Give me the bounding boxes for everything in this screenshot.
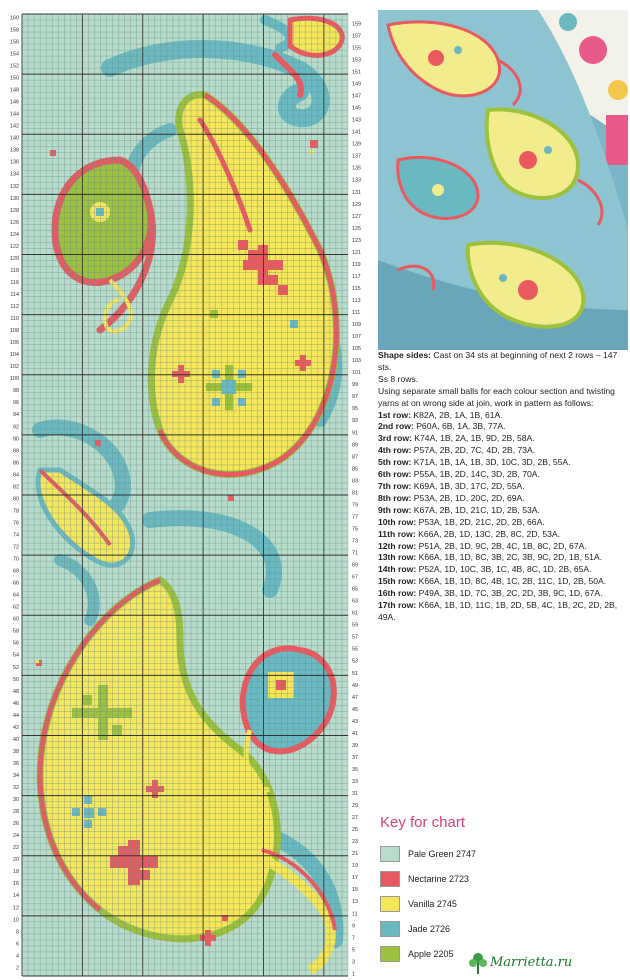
left-row-number: 72 [13, 544, 19, 551]
chart-gridlines [22, 14, 348, 976]
left-row-number: 118 [10, 267, 19, 274]
right-row-number: 37 [352, 754, 358, 761]
row-instruction [378, 433, 628, 445]
left-row-number: 98 [13, 388, 19, 395]
shape-sides-label: Shape sides: [378, 350, 432, 360]
left-row-number: 38 [13, 748, 19, 755]
right-row-number: 9 [352, 923, 355, 930]
intro-text: Using separate small balls for each colour section and twisting yarns at on wrong side at join, work in pattern as follows: [378, 385, 615, 408]
right-row-number: 13 [352, 899, 358, 906]
row-instruction [378, 588, 628, 600]
row-instruction-label: 14th row: [378, 564, 417, 575]
key-label: Jade 2726 [408, 924, 451, 934]
right-row-number: 35 [352, 766, 358, 773]
right-row-number: 123 [352, 237, 361, 244]
left-row-number: 134 [10, 171, 19, 178]
left-row-number: 44 [13, 712, 19, 719]
right-row-number: 133 [352, 177, 361, 184]
row-instruction-text: P57A, 2B, 2D, 7C, 4D, 2B, 73A. [411, 445, 536, 456]
right-row-number: 63 [352, 598, 358, 605]
left-row-number: 54 [13, 652, 19, 659]
right-row-number: 127 [352, 213, 361, 220]
left-row-number: 152 [10, 63, 19, 70]
left-row-number: 122 [10, 243, 19, 250]
right-row-number: 49 [352, 682, 358, 689]
right-row-number: 157 [352, 33, 361, 40]
right-row-number: 1 [352, 971, 355, 978]
left-row-number: 124 [10, 231, 19, 238]
row-instruction-text: P52A, 1D, 10C, 3B, 1C, 4B, 8C, 1D, 2B, 65A. [416, 564, 592, 575]
key-label: Apple 2205 [408, 949, 454, 959]
left-row-number: 70 [13, 556, 19, 563]
key-title: Key for chart [380, 814, 466, 831]
left-row-number: 18 [13, 869, 19, 876]
right-row-number: 121 [352, 249, 361, 256]
key-swatch [380, 921, 400, 937]
row-instruction-label: 5th row: [378, 457, 412, 468]
right-row-number: 69 [352, 562, 358, 569]
left-row-number: 108 [10, 328, 19, 335]
key-swatch [380, 896, 400, 912]
right-row-number: 153 [352, 57, 361, 64]
right-row-number: 109 [352, 322, 361, 329]
right-row-number: 31 [352, 791, 358, 798]
right-row-number: 117 [352, 273, 361, 280]
left-row-number: 24 [13, 833, 19, 840]
left-row-number: 62 [13, 604, 19, 611]
right-row-number: 7 [352, 935, 355, 942]
shape-sides-text: Cast on 34 sts at beginning of next 2 rows – 147 sts. [378, 350, 618, 372]
row-instruction [378, 564, 628, 576]
row-instruction [378, 481, 628, 493]
left-row-number: 68 [13, 568, 19, 575]
row-instruction-text: K82A, 2B, 1A, 1B, 61A. [410, 409, 503, 420]
right-row-number: 59 [352, 622, 358, 629]
right-row-number: 3 [352, 959, 355, 966]
right-row-numbers [352, 21, 361, 977]
right-row-number: 41 [352, 730, 358, 737]
row-instruction-text: P49A, 3B, 1D, 7C, 3B, 2C, 2D, 3B, 9C, 1D, 67A. [416, 588, 603, 599]
left-row-number: 2 [16, 965, 19, 972]
left-row-number: 86 [13, 460, 19, 467]
right-row-number: 25 [352, 827, 358, 834]
row-instruction [378, 421, 628, 433]
ss-rows-text: Ss 8 rows. [378, 373, 419, 384]
right-row-number: 57 [352, 634, 358, 641]
left-row-number: 150 [10, 75, 19, 82]
row-instruction [378, 552, 628, 564]
left-row-numbers [10, 15, 19, 971]
right-row-number: 5 [352, 947, 355, 954]
left-row-number: 30 [13, 797, 19, 804]
right-row-number: 119 [352, 261, 361, 268]
left-row-number: 52 [13, 664, 19, 671]
left-row-number: 14 [13, 893, 19, 900]
right-row-number: 159 [352, 21, 361, 28]
right-row-number: 115 [352, 285, 361, 292]
right-row-number: 77 [352, 514, 358, 521]
left-row-number: 74 [13, 532, 19, 539]
left-row-number: 112 [10, 304, 19, 311]
right-row-number: 43 [352, 718, 358, 725]
right-row-number: 139 [352, 141, 361, 148]
right-row-number: 53 [352, 658, 358, 665]
row-instruction-label: 7th row: [378, 480, 412, 491]
left-row-number: 6 [16, 941, 19, 948]
left-row-number: 50 [13, 676, 19, 683]
right-row-number: 107 [352, 334, 361, 341]
right-row-number: 55 [352, 646, 358, 653]
left-row-number: 104 [10, 352, 19, 359]
right-row-number: 95 [352, 406, 358, 413]
left-row-number: 4 [16, 953, 19, 960]
row-instruction-text: K74A, 1B, 2A, 1B, 9D, 2B, 58A. [411, 433, 535, 444]
left-row-number: 16 [13, 881, 19, 888]
left-row-number: 28 [13, 809, 19, 816]
right-row-number: 137 [352, 153, 361, 160]
left-row-number: 76 [13, 520, 19, 527]
left-row-number: 10 [13, 917, 19, 924]
left-row-number: 84 [13, 472, 19, 479]
left-row-number: 8 [16, 929, 19, 936]
left-row-number: 32 [13, 785, 19, 792]
left-row-number: 148 [10, 87, 19, 94]
flower-logo-icon [468, 951, 488, 975]
row-instruction-label: 15th row: [378, 576, 417, 587]
key-swatch [380, 946, 400, 962]
row-instruction [378, 529, 628, 541]
right-row-number: 89 [352, 442, 358, 449]
row-instruction-label: 11th row: [378, 528, 416, 539]
row-instructions-list [378, 410, 628, 624]
row-instruction-label: 1st row: [378, 409, 411, 420]
right-row-number: 143 [352, 117, 361, 124]
left-row-number: 132 [10, 183, 19, 190]
right-row-number: 47 [352, 694, 358, 701]
row-instruction-text: K69A, 1B, 3D, 17C, 2D, 55A. [411, 480, 525, 491]
right-row-number: 21 [352, 851, 358, 858]
row-instruction [378, 469, 628, 481]
right-row-number: 149 [352, 81, 361, 88]
left-row-number: 78 [13, 508, 19, 515]
left-row-number: 90 [13, 436, 19, 443]
right-row-number: 129 [352, 201, 361, 208]
left-row-number: 36 [13, 760, 19, 767]
right-row-number: 11 [352, 911, 358, 918]
right-row-number: 19 [352, 863, 358, 870]
right-row-number: 93 [352, 418, 358, 425]
row-instruction-text: P60A, 6B, 1A, 3B, 77A. [413, 421, 506, 432]
key-label: Vanilla 2745 [408, 899, 457, 909]
row-instruction [378, 517, 628, 529]
left-row-number: 142 [10, 123, 19, 130]
right-row-number: 29 [352, 803, 358, 810]
right-row-number: 147 [352, 93, 361, 100]
left-row-number: 42 [13, 724, 19, 731]
row-instruction-label: 13th row: [378, 552, 417, 563]
left-row-number: 40 [13, 736, 19, 743]
row-instruction [378, 576, 628, 588]
row-instruction-label: 2nd row: [378, 421, 414, 432]
row-instruction-text: P53A, 2B, 1D, 20C, 2D, 69A. [411, 492, 525, 503]
right-row-number: 85 [352, 466, 358, 473]
right-row-number: 151 [352, 69, 361, 76]
right-row-number: 81 [352, 490, 358, 497]
left-row-number: 130 [10, 195, 19, 202]
left-row-number: 56 [13, 640, 19, 647]
right-row-number: 45 [352, 706, 358, 713]
row-instruction-label: 10th row: [378, 516, 417, 527]
left-row-number: 146 [10, 99, 19, 106]
left-row-number: 114 [10, 291, 19, 298]
right-row-number: 155 [352, 45, 361, 52]
left-row-number: 64 [13, 592, 19, 599]
left-row-number: 100 [10, 376, 19, 383]
row-instruction [378, 493, 628, 505]
row-instruction-text: K67A, 2B, 1D, 21C, 1D, 2B, 53A. [411, 504, 540, 515]
left-row-number: 120 [10, 255, 19, 262]
right-row-number: 67 [352, 574, 358, 581]
left-row-number: 82 [13, 484, 19, 491]
left-row-number: 140 [10, 135, 19, 142]
left-row-number: 156 [10, 39, 19, 46]
row-instruction-text: P53A, 1B, 2D, 21C, 2D, 2B, 66A. [416, 516, 545, 527]
left-row-number: 80 [13, 496, 19, 503]
left-row-number: 116 [10, 279, 19, 286]
key-label: Nectarine 2723 [408, 874, 470, 884]
left-row-number: 158 [10, 27, 19, 34]
pattern-instructions [378, 350, 628, 624]
left-row-number: 94 [13, 412, 19, 419]
left-row-number: 46 [13, 700, 19, 707]
row-instruction-text: P51A, 2B, 1D, 9C, 2B, 4C, 1B, 8C, 2D, 67A. [416, 540, 587, 551]
right-row-number: 61 [352, 610, 358, 617]
row-instruction-label: 6th row: [378, 469, 412, 480]
row-instruction-label: 16th row: [378, 588, 417, 599]
right-row-number: 141 [352, 129, 361, 136]
row-instruction-label: 9th row: [378, 504, 412, 515]
left-row-number: 106 [10, 340, 19, 347]
right-row-number: 83 [352, 478, 358, 485]
left-row-number: 138 [10, 147, 19, 154]
left-row-number: 136 [10, 159, 19, 166]
right-row-number: 15 [352, 887, 358, 894]
left-row-number: 12 [13, 905, 19, 912]
left-row-number: 154 [10, 51, 19, 58]
row-instruction [378, 541, 628, 553]
right-row-number: 27 [352, 815, 358, 822]
row-instruction-text: K66A, 2B, 1D, 13C, 2B, 8C, 2D, 53A. [415, 528, 560, 539]
row-instruction-label: 3rd row: [378, 433, 412, 444]
right-row-number: 75 [352, 526, 358, 533]
right-row-number: 65 [352, 586, 358, 593]
right-row-number: 145 [352, 105, 361, 112]
key-swatch [380, 871, 400, 887]
right-row-number: 111 [352, 310, 361, 317]
left-row-number: 58 [13, 628, 19, 635]
right-row-number: 125 [352, 225, 361, 232]
row-instruction-label: 8th row: [378, 492, 412, 503]
right-row-number: 33 [352, 778, 358, 785]
right-row-number: 71 [352, 550, 358, 557]
right-row-number: 99 [352, 382, 358, 389]
row-instruction [378, 457, 628, 469]
left-row-number: 102 [10, 364, 19, 371]
row-instruction [378, 600, 628, 624]
right-row-number: 87 [352, 454, 358, 461]
row-instruction-text: K66A, 1B, 1D, 8C, 3B, 2C, 3B, 9C, 2D, 1B, 51A. [416, 552, 603, 563]
right-row-number: 113 [352, 297, 361, 304]
right-row-number: 101 [352, 370, 361, 377]
row-instruction-label: 12th row: [378, 540, 417, 551]
left-row-number: 160 [10, 15, 19, 22]
shape-sides-paragraph [378, 350, 628, 374]
left-row-number: 128 [10, 207, 19, 214]
left-row-number: 88 [13, 448, 19, 455]
left-row-number: 48 [13, 688, 19, 695]
row-instruction [378, 505, 628, 517]
right-row-number: 39 [352, 742, 358, 749]
knitted-cushion-photo [378, 10, 628, 350]
right-row-number: 17 [352, 875, 358, 882]
left-row-number: 96 [13, 400, 19, 407]
left-row-number: 92 [13, 424, 19, 431]
row-instruction-label: 4th row: [378, 445, 412, 456]
row-instruction-label: 17th row: [378, 600, 417, 611]
left-row-number: 22 [13, 845, 19, 852]
left-row-number: 66 [13, 580, 19, 587]
row-instruction-text: K66A, 1B, 1D, 11C, 1B, 2D, 5B, 4C, 1B, 2C, 2D, 2B, 49A. [378, 600, 618, 622]
right-row-number: 131 [352, 189, 361, 196]
key-label: Pale Green 2747 [408, 849, 477, 859]
right-row-number: 79 [352, 502, 358, 509]
watermark-text: Marrietta.ru [490, 955, 573, 970]
left-row-number: 126 [10, 219, 19, 226]
row-instruction-text: P55A, 1B, 2D, 14C, 3D, 2B, 70A. [411, 469, 540, 480]
right-row-number: 91 [352, 430, 358, 437]
left-row-number: 144 [10, 111, 19, 118]
right-row-number: 135 [352, 165, 361, 172]
right-row-number: 51 [352, 670, 358, 677]
row-instruction-text: K66A, 1B, 1D, 8C, 4B, 1C, 2B, 11C, 1D, 2B, 50A. [416, 576, 607, 587]
row-instruction-text: K71A, 1B, 1A, 1B, 3D, 10C, 3D, 2B, 55A. [411, 457, 571, 468]
left-row-number: 26 [13, 821, 19, 828]
right-row-number: 103 [352, 358, 361, 365]
left-row-number: 34 [13, 772, 19, 779]
left-row-number: 110 [10, 316, 19, 323]
right-row-number: 23 [352, 839, 358, 846]
right-row-number: 105 [352, 346, 361, 353]
row-instruction [378, 410, 628, 422]
left-row-number: 20 [13, 857, 19, 864]
left-row-number: 60 [13, 616, 19, 623]
row-instruction [378, 445, 628, 457]
key-swatch [380, 846, 400, 862]
right-row-number: 73 [352, 538, 358, 545]
right-row-number: 97 [352, 394, 358, 401]
